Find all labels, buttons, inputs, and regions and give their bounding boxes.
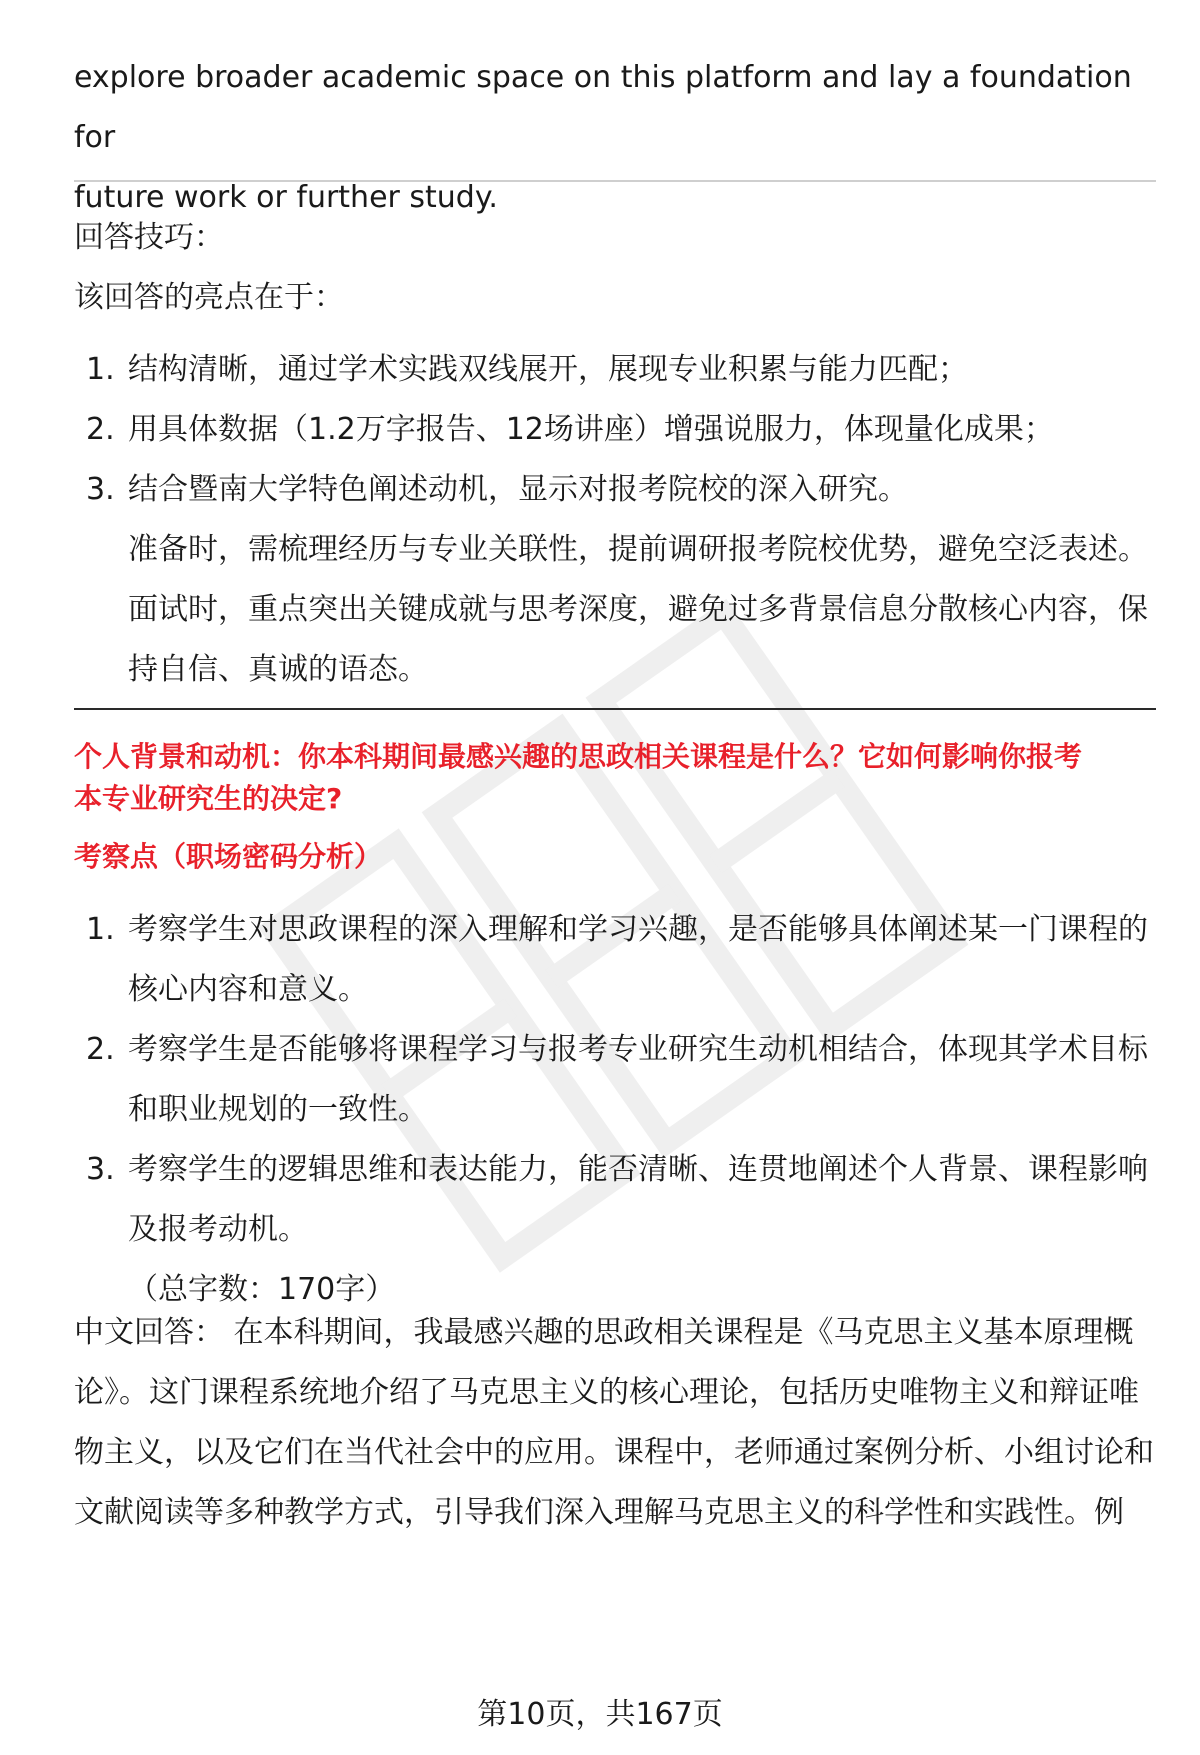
tips-section [74, 208, 1156, 328]
intro-paragraph [74, 48, 1156, 228]
answer-line: 文献阅读等多种教学方式，引导我们深入理解马克思主义的科学性和实践性。例 [74, 1495, 1124, 1530]
points-list-block [74, 900, 1156, 1320]
list-item-continuation: 核心内容和意义。 [128, 972, 368, 1007]
tips-continuation-line: 持自信、真诚的语态。 [128, 652, 428, 687]
section-divider [74, 708, 1156, 710]
word-count: （总字数：170字） [128, 1272, 396, 1307]
section-divider [74, 180, 1156, 182]
answer-paragraph [74, 1303, 1156, 1543]
tips-list-block [74, 340, 1156, 700]
tips-list [74, 340, 1156, 520]
question-title-line: 个人背景和动机：你本科期间最感兴趣的思政相关课程是什么？它如何影响你报考 [74, 740, 1083, 773]
tips-continuation-line: 面试时，重点突出关键成就与思考深度，避免过多背景信息分散核心内容，保 [128, 592, 1148, 627]
list-item: 2. 用具体数据（1.2万字报告、12场讲座）增强说服力，体现量化成果； [86, 412, 1054, 447]
list-item: 3. 结合暨南大学特色阐述动机，显示对报考院校的深入研究。 [86, 472, 908, 507]
page-number: 第10页，共167页 [477, 1697, 723, 1732]
list-item: 1. 考察学生对思政课程的深入理解和学习兴趣，是否能够具体阐述某一门课程的 [86, 912, 1148, 947]
answer-line: 中文回答： 在本科期间，我最感兴趣的思政相关课程是《马克思主义基本原理概 [74, 1315, 1134, 1350]
question-title [74, 736, 1156, 820]
list-item: 1. 结构清晰，通过学术实践双线展开，展现专业积累与能力匹配； [86, 352, 968, 387]
answer-line: 论》。这门课程系统地介绍了马克思主义的核心理论，包括历史唯物主义和辩证唯 [74, 1375, 1139, 1410]
tips-heading: 回答技巧： [74, 220, 224, 255]
list-item: 3. 考察学生的逻辑思维和表达能力，能否清晰、连贯地阐述个人背景、课程影响 [86, 1152, 1148, 1187]
list-item-continuation: 及报考动机。 [128, 1212, 308, 1247]
question-title-line: 本专业研究生的决定? [74, 782, 343, 815]
question-subtitle-block [74, 836, 1156, 878]
tips-subheading: 该回答的亮点在于： [74, 280, 344, 315]
document-page [74, 0, 1156, 1755]
list-item-continuation: 和职业规划的一致性。 [128, 1092, 428, 1127]
intro-line: future work or further study. [74, 180, 498, 215]
tips-continuation-line: 准备时，需梳理经历与专业关联性，提前调研报考院校优势，避免空泛表述。 [128, 532, 1148, 567]
points-list [74, 900, 1156, 1260]
question-subtitle: 考察点（职场密码分析） [74, 840, 383, 873]
answer-line: 物主义，以及它们在当代社会中的应用。课程中，老师通过案例分析、小组讨论和 [74, 1435, 1154, 1470]
intro-line: explore broader academic space on this platform and lay a foundation for [74, 60, 1132, 155]
list-item: 2. 考察学生是否能够将课程学习与报考专业研究生动机相结合，体现其学术目标 [86, 1032, 1148, 1067]
